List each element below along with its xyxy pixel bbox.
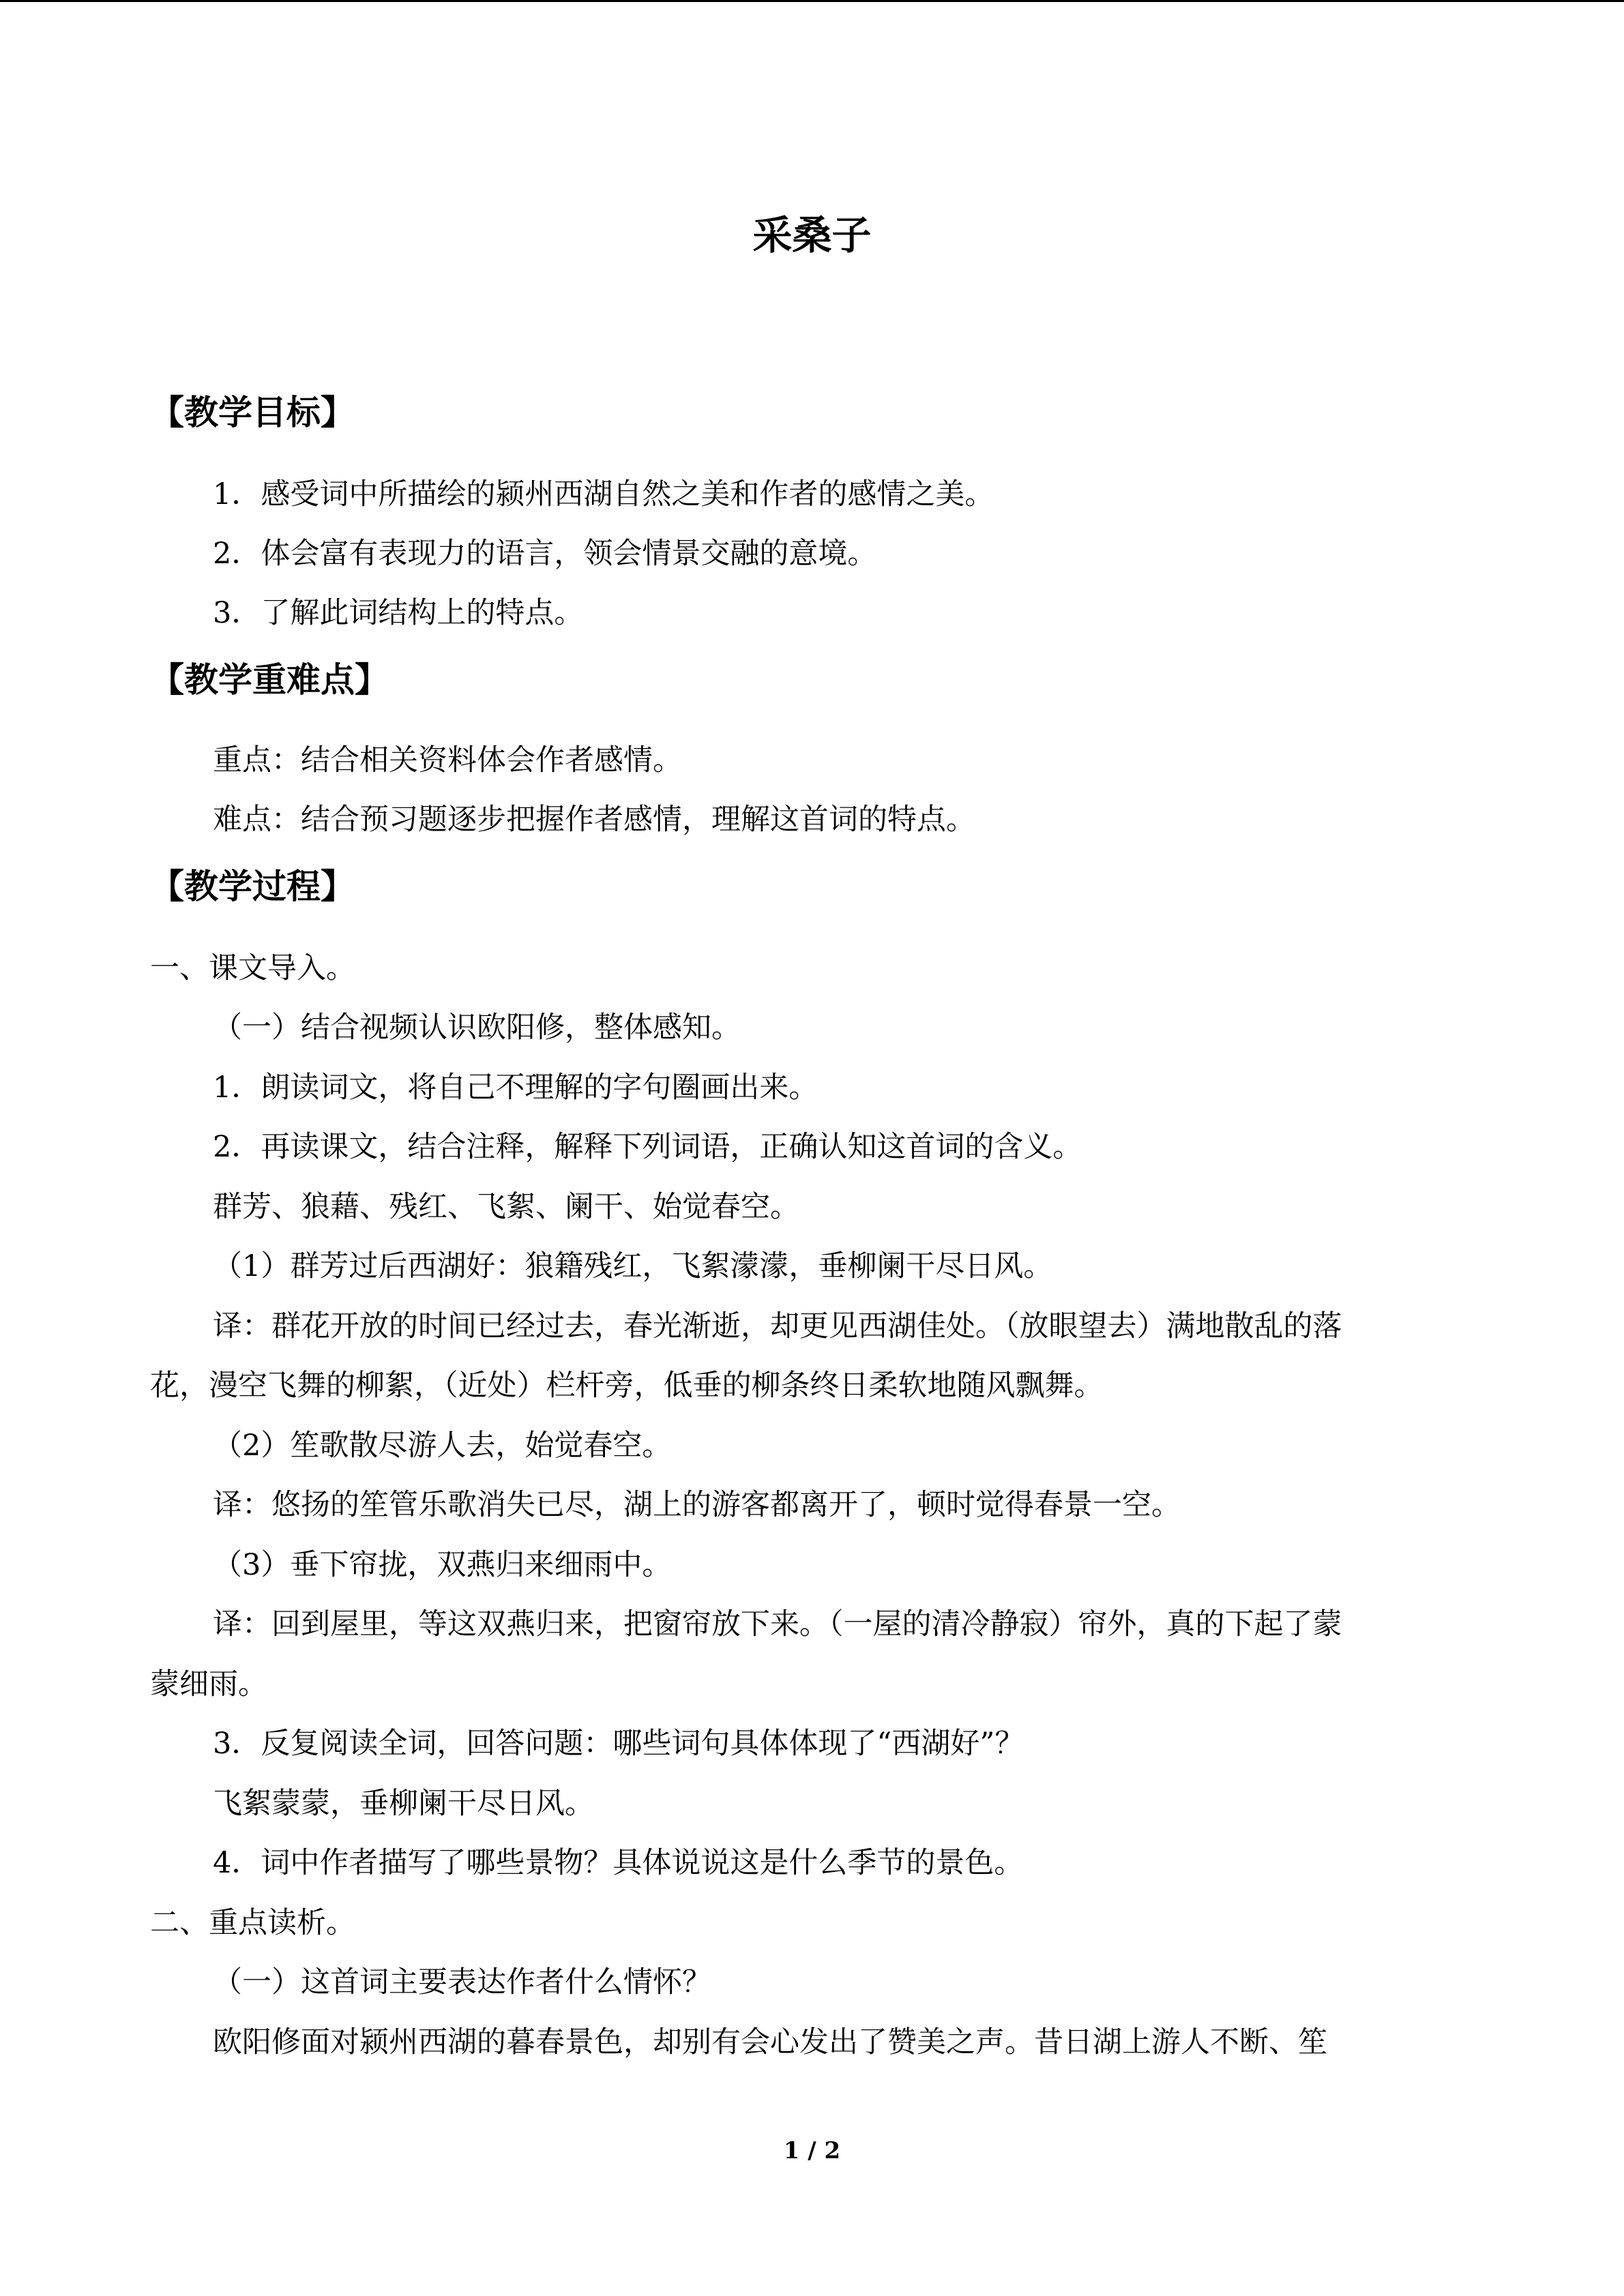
process-paragraph: 3．反复阅读全词，回答问题：哪些词句具体体现了“西湖好”？	[213, 1727, 1024, 1761]
process-part2-heading: 二、重点读析。	[150, 1906, 355, 1940]
top-border-line	[0, 0, 1624, 2]
translation-line: 花，漫空飞舞的柳絮，（近处）栏杆旁，低垂的柳条终日柔软地随风飘舞。	[150, 1369, 1104, 1403]
poem-line: （1）群芳过后西湖好：狼籍残红，飞絮濛濛，垂柳阑干尽日风。	[213, 1249, 1053, 1283]
section-heading-objectives: 【教学目标】	[150, 393, 355, 432]
translation-line: 译：悠扬的笙管乐歌消失已尽，湖上的游客都离开了，顿时觉得春景一空。	[213, 1488, 1181, 1522]
objective-item: 1．感受词中所描绘的颍州西湖自然之美和作者的感情之美。	[213, 477, 994, 511]
process-paragraph: 4．词中作者描写了哪些景物？具体说说这是什么季节的景色。	[213, 1846, 1024, 1880]
poem-line: （3）垂下帘拢，双燕归来细雨中。	[213, 1548, 672, 1582]
process-paragraph: 飞絮蒙蒙，垂柳阑干尽日风。	[213, 1787, 594, 1821]
process-part1-heading: 一、课文导入。	[150, 951, 355, 985]
process-paragraph: 2．再读课文，结合注释，解释下列词语，正确认知这首词的含义。	[213, 1130, 1082, 1164]
translation-line: 蒙细雨。	[150, 1667, 267, 1701]
translation-line: 译：回到屋里，等这双燕归来，把窗帘放下来。（一屋的清冷静寂）帘外，真的下起了蒙	[213, 1607, 1342, 1641]
objective-item: 3．了解此词结构上的特点。	[213, 596, 584, 630]
section-heading-key-points: 【教学重难点】	[150, 660, 389, 700]
process-paragraph: 1．朗读词文，将自己不理解的字句圈画出来。	[213, 1071, 818, 1105]
page-title: 采桑子	[752, 212, 872, 258]
process-paragraph: 群芳、狼藉、残红、飞絮、阑干、始觉春空。	[213, 1190, 799, 1224]
key-point-focus: 重点：结合相关资料体会作者感情。	[213, 743, 682, 777]
process-paragraph: 欧阳修面对颍州西湖的暮春景色，却别有会心发出了赞美之声。昔日湖上游人不断、笙	[213, 2025, 1327, 2059]
objective-item: 2．体会富有表现力的语言，领会情景交融的意境。	[213, 537, 877, 571]
process-paragraph: （一）这首词主要表达作者什么情怀？	[213, 1965, 711, 1999]
process-paragraph: （一）结合视频认识欧阳修，整体感知。	[213, 1011, 741, 1045]
page-number: 1 / 2	[783, 2137, 841, 2164]
translation-line: 译：群花开放的时间已经过去，春光渐逝，却更见西湖佳处。（放眼望去）满地散乱的落	[213, 1309, 1342, 1343]
poem-line: （2）笙歌散尽游人去，始觉春空。	[213, 1429, 672, 1463]
key-point-difficulty: 难点：结合预习题逐步把握作者感情，理解这首词的特点。	[213, 803, 975, 837]
section-heading-process: 【教学过程】	[150, 867, 355, 906]
